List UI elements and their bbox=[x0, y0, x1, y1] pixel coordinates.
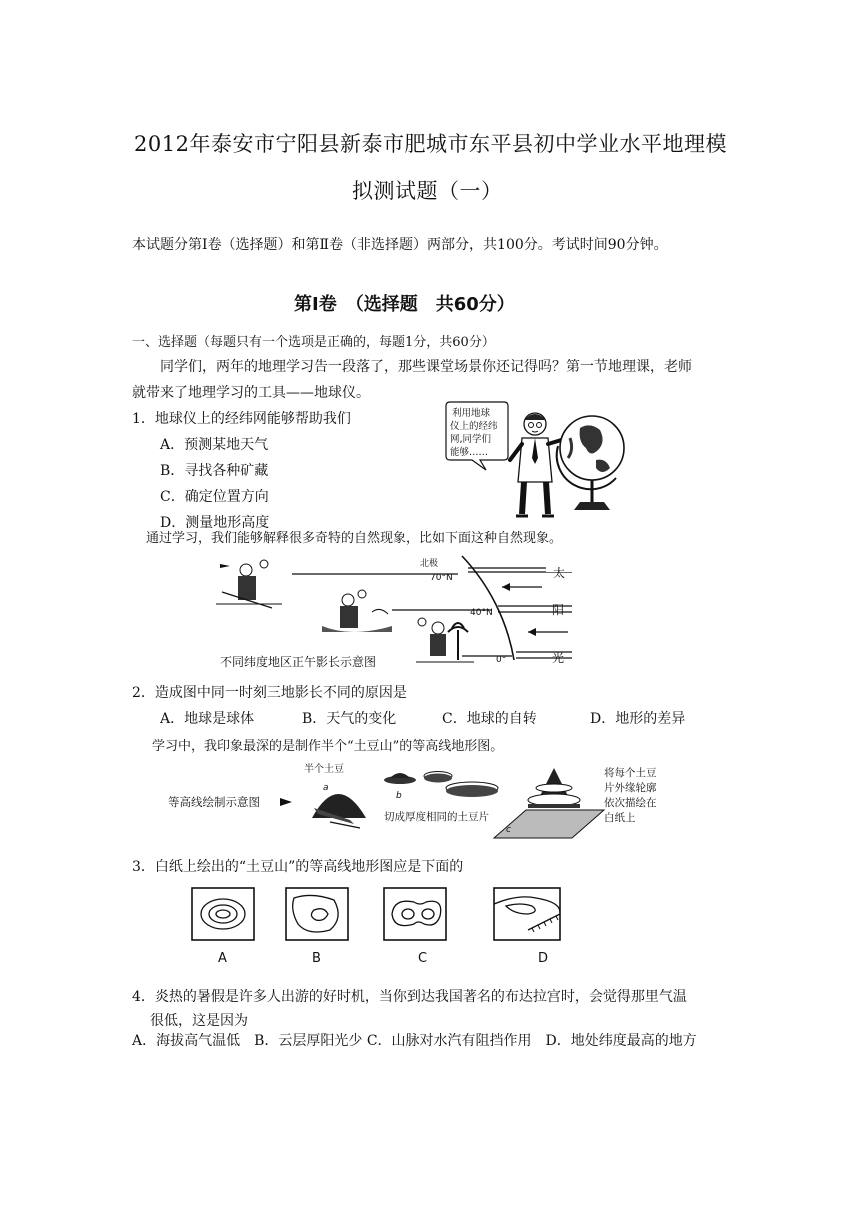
shadow-length-diagram bbox=[212, 552, 588, 670]
contour-diagram-label: 等高线绘制示意图 bbox=[168, 795, 260, 809]
question-4-stem-line2: 很低，这是因为 bbox=[150, 1013, 248, 1029]
passage-1-line2: 就带来了地理学习的工具——地球仪。 bbox=[132, 385, 370, 401]
choice-label-a: A bbox=[218, 951, 227, 964]
question-1-option-a: A．预测某地天气 bbox=[160, 437, 269, 453]
choice-label-c: C bbox=[418, 951, 428, 964]
latitude-40-label: 40°N bbox=[470, 608, 493, 618]
question-2-option-b: B．天气的变化 bbox=[302, 711, 397, 727]
passage-1-line1: 同学们，两年的地理学习告一段落了，那些课堂场景你还记得吗？第一节地理课，老师 bbox=[160, 359, 692, 375]
bubble-text-line3: 网,同学们 bbox=[450, 434, 492, 445]
page-title-line1: 2012年泰安市宁阳县新泰市肥城市东平县初中学业水平地理模 bbox=[134, 132, 727, 156]
contour-drawing-diagram bbox=[164, 758, 674, 848]
instruction-line3: 依次描绘在 bbox=[604, 797, 657, 809]
question-4-stem-line1: 4．炎热的暑假是许多人出游的好时机，当你到达我国著名的布达拉宫时，会觉得那里气温 bbox=[132, 989, 687, 1005]
choice-label-d: D bbox=[538, 951, 549, 964]
mark-c: c bbox=[506, 825, 511, 835]
latitude-0-label: 0° bbox=[496, 655, 507, 665]
bubble-text-line1: 利用地球 bbox=[452, 408, 491, 419]
question-2-option-d: D．地形的差异 bbox=[590, 711, 686, 727]
question-4-options: A．海拔高气温低 B．云层厚阳光少 C．山脉对水汽有阻挡作用 D．地处纬度最高的地方 bbox=[132, 1033, 697, 1049]
sun-char-2: 阳 bbox=[552, 603, 565, 617]
instruction-line4: 白纸上 bbox=[604, 812, 636, 824]
intro-text: 本试题分第Ⅰ卷（选择题）和第Ⅱ卷（非选择题）两部分，共100分。考试时间90分钟。 bbox=[132, 237, 668, 253]
latitude-70-label: 70°N bbox=[430, 573, 453, 583]
north-pole-label: 北极 bbox=[420, 559, 439, 569]
instruction-line1: 将每个土豆 bbox=[604, 767, 657, 779]
mark-b: b bbox=[396, 791, 402, 801]
question-1-option-b: B．寻找各种矿藏 bbox=[160, 463, 269, 479]
choice-label-b: B bbox=[312, 951, 321, 964]
passage-3: 学习中，我印象最深的是制作半个“土豆山”的等高线地形图。 bbox=[152, 739, 504, 754]
shadow-figure-caption: 不同纬度地区正午影长示意图 bbox=[220, 655, 377, 669]
mark-a: a bbox=[323, 783, 329, 793]
teacher-globe-illustration bbox=[440, 398, 630, 523]
question-3-stem: 3．白纸上绘出的“土豆山”的等高线地形图应是下面的 bbox=[132, 859, 464, 875]
question-1-stem: 1．地球仪上的经纬网能够帮助我们 bbox=[132, 411, 351, 427]
question-1-option-c: C．确定位置方向 bbox=[160, 489, 269, 505]
page-title-line2: 拟测试题（一） bbox=[352, 179, 503, 203]
question-2-option-a: A．地球是球体 bbox=[160, 711, 255, 727]
bubble-text-line4: 能够…… bbox=[450, 447, 489, 458]
sun-char-1: 太 bbox=[553, 566, 566, 580]
contour-map-choices bbox=[188, 884, 584, 964]
question-1-option-d: D．测量地形高度 bbox=[160, 515, 270, 531]
question-2-option-c: C．地球的自转 bbox=[442, 711, 537, 727]
sun-char-3: 光 bbox=[552, 651, 565, 665]
bubble-text-line2: 仪上的经纬 bbox=[450, 421, 498, 432]
half-potato-label: 半个土豆 bbox=[304, 764, 344, 775]
part-heading: 一、选择题（每题只有一个选项是正确的，每题1分，共60分） bbox=[132, 335, 495, 350]
question-2-stem: 2．造成图中同一时刻三地影长不同的原因是 bbox=[132, 685, 407, 701]
cut-slices-label: 切成厚度相同的土豆片 bbox=[384, 811, 489, 823]
instruction-line2: 片外缘轮廓 bbox=[604, 782, 657, 794]
passage-2: 通过学习，我们能够解释很多奇特的自然现象，比如下面这种自然现象。 bbox=[146, 531, 563, 546]
section-heading: 第Ⅰ卷 （选择题 共60分） bbox=[294, 294, 515, 315]
